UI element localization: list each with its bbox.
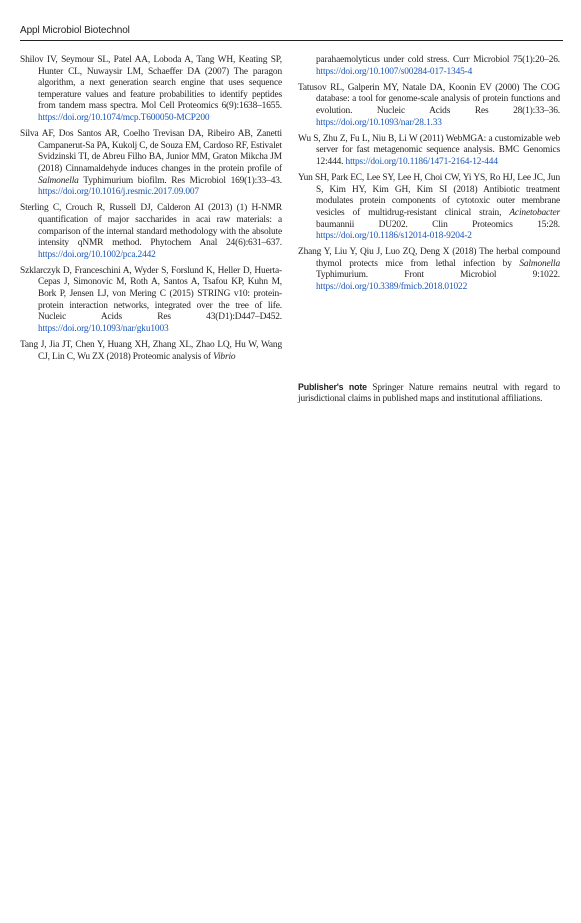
header-rule xyxy=(20,40,563,41)
publishers-note xyxy=(298,382,560,406)
reference-entry xyxy=(20,129,282,199)
doi-link[interactable]: https://doi.org/10.1074/mcp.T600050-MCP200 xyxy=(38,112,210,123)
reference-text: parahaemolyticus under cold stress. Curr Microbiol 75(1):20–26. xyxy=(316,55,560,65)
doi-link[interactable]: https://doi.org/10.1186/s12014-018-9204-2 xyxy=(316,231,472,242)
reference-text: Tatusov RL, Galperin MY, Natale DA, Koonin EV (2000) The COG database: a tool for genome-scale analysis of protein functions and evolution. Nucleic Acids Res 28(1):33–36. xyxy=(298,82,560,116)
reference-italic-taxon: Salmonella xyxy=(38,175,79,186)
doi-link[interactable]: https://doi.org/10.3389/fmicb.2018.01022 xyxy=(316,282,468,293)
reference-text: Tang J, Jia JT, Chen Y, Huang XH, Zhang XL, Zhao LQ, Hu W, Wang CJ, Lin C, Wu ZX (2018) Proteomic analysis of xyxy=(20,340,282,362)
doi-link[interactable]: https://doi.org/10.1007/s00284-017-1345-4 xyxy=(316,66,473,77)
reference-text: Zhang Y, Liu Y, Qiu J, Luo ZQ, Deng X (2018) The herbal compound thymol protects mice from lethal infection by xyxy=(298,247,560,269)
reference-text: Sterling C, Crouch R, Russell DJ, Calderon AI (2013) (1) H-NMR quantification of major saccharides in acai raw materials: a comparison of the internal standard methodology with the absolute intensity qNMR method. Phytochem Anal 24(6):631–637. xyxy=(20,203,282,249)
reference-text: Wu S, Zhu Z, Fu L, Niu B, Li W (2011) WebMGA: a customizable web server for fast metagenomic sequence analysis. BMC Genomics 12:444. xyxy=(298,133,560,167)
reference-continuation xyxy=(298,55,560,78)
right-column xyxy=(298,55,560,415)
reference-italic-taxon: Vibrio xyxy=(213,351,236,362)
reference-text: Typhimurium biofilm. Res Microbiol 169(1):33–43. xyxy=(78,175,282,186)
publishers-note-label: Publisher's note xyxy=(298,381,367,392)
reference-italic-taxon: Acinetobacter xyxy=(509,207,560,218)
reference-text: Yun SH, Park EC, Lee SY, Lee H, Choi CW, Yi YS, Ro HJ, Lee JC, Jun S, Kim HY, Kim GH, Kim SI (2018) Antibiotic treatment modulates protein components of cytotoxic outer membrane vesicles of multidrug-resistant clinical strain, xyxy=(298,173,560,218)
reference-entry xyxy=(298,83,560,129)
doi-link[interactable]: https://doi.org/10.1093/nar/28.1.33 xyxy=(316,117,442,128)
reference-text: Typhimurium. Front Microbiol 9:1022. xyxy=(316,270,560,281)
doi-link[interactable]: https://doi.org/10.1002/pca.2442 xyxy=(38,249,156,260)
reference-entry xyxy=(20,340,282,363)
reference-entry xyxy=(20,55,282,125)
reference-entry xyxy=(298,247,560,293)
doi-link[interactable]: https://doi.org/10.1186/1471-2164-12-444 xyxy=(345,156,498,167)
running-head-journal: Appl Microbiol Biotechnol xyxy=(20,25,130,36)
reference-entry xyxy=(20,203,282,261)
doi-link[interactable]: https://doi.org/10.1093/nar/gku1003 xyxy=(38,323,169,334)
right-column-references xyxy=(298,55,560,294)
reference-text: Szklarczyk D, Franceschini A, Wyder S, Forslund K, Heller D, Huerta-Cepas J, Simonovic M, Roth A, Santos A, Tsafou KP, Kuhn M, Bork P, Jensen LJ, von Mering C (2015) STRING v10: protein-protein interaction networks, integrated over the tree of life. Nucleic Acids Res 43(D1):D447–D452. xyxy=(20,265,282,323)
reference-italic-taxon: Salmonella xyxy=(519,258,560,269)
reference-entry xyxy=(298,173,560,243)
reference-text: Shilov IV, Seymour SL, Patel AA, Loboda A, Tang WH, Keating SP, Hunter CL, Nuwaysir LM, Schaeffer DA (2007) The paragon algorithm, a next generation search engine that uses sequence temperature values and feature probabilities to identify peptides from tandem mass spectra. Mol Cell Proteomics 6(9):1638–1655. xyxy=(20,55,282,112)
publishers-note-text: Springer Nature remains neutral with regard to jurisdictional claims in published maps and institutional affiliations. xyxy=(298,382,560,405)
reference-entry xyxy=(298,134,560,169)
reference-text: Silva AF, Dos Santos AR, Coelho Trevisan DA, Ribeiro AB, Zanetti Campanerut-Sa PA, Kukolj C, de Souza EM, Cardoso RF, Estivalet Svidzinski TI, de Abreu Filho BA, Junior MM, Graton Mikcha JM (2018) Cinnamaldehyde induces changes in the protein profile of xyxy=(20,129,282,174)
reference-text: baumannii DU202. Clin Proteomics 15:28. xyxy=(316,219,560,230)
left-column-references xyxy=(20,55,282,368)
doi-link[interactable]: https://doi.org/10.1016/j.resmic.2017.09.007 xyxy=(38,187,199,198)
reference-entry xyxy=(20,266,282,336)
